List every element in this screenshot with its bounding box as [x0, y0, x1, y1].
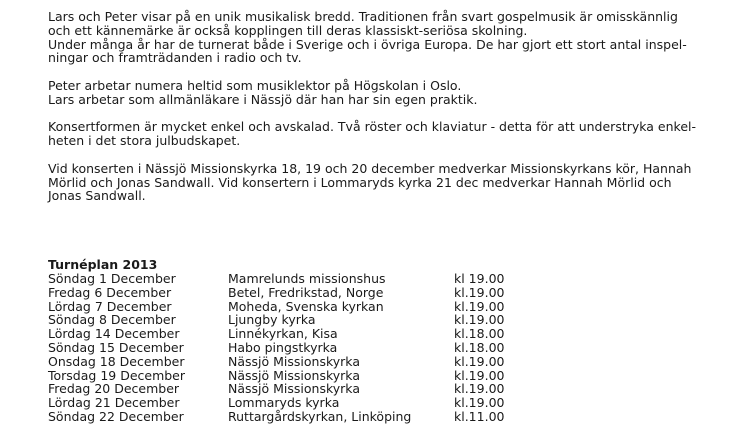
text-line: Lars arbetar som allmänläkare i Nässjö där han har sin egen praktik.: [48, 91, 478, 107]
tour-row: [48, 410, 708, 424]
tour-venue: Nässjö Missionskyrka: [228, 353, 360, 369]
paragraph: [48, 10, 708, 65]
tour-venue: Ruttargårdskyrkan, Linköping: [228, 408, 412, 424]
tour-title: Turnéplan 2013: [48, 257, 158, 273]
tour-row: [48, 341, 708, 355]
tour-venue: Lommaryds kyrka: [228, 395, 340, 411]
tour-row: [48, 327, 708, 341]
tour-time: kl.19.00: [454, 284, 505, 300]
tour-date: Fredag 6 December: [48, 284, 172, 300]
tour-venue: Linnékyrkan, Kisa: [228, 326, 338, 342]
text-line: Mörlid och Jonas Sandwall. Vid konsertern i Lommaryds kyrka 21 dec medverkar Hannah Mörlid och: [48, 174, 672, 190]
tour-venue: Ljungby kyrka: [228, 312, 316, 328]
tour-venue: Nässjö Missionskyrka: [228, 367, 360, 383]
paragraph: [48, 162, 708, 203]
tour-venue: Habo pingstkyrka: [228, 339, 338, 355]
tour-time: kl.19.00: [454, 367, 505, 383]
tour-date: Lördag 21 December: [48, 395, 180, 411]
tour-venue: Moheda, Svenska kyrkan: [228, 298, 384, 314]
tour-time: kl.19.00: [454, 298, 505, 314]
tour-time: kl.19.00: [454, 353, 505, 369]
paragraph: [48, 120, 708, 148]
text-line: Peter arbetar numera heltid som musiklektor på Högskolan i Oslo.: [48, 77, 462, 93]
tour-row: [48, 382, 708, 396]
tour-row: [48, 300, 708, 314]
tour-date: Söndag 15 December: [48, 339, 184, 355]
tour-time: kl 19.00: [454, 270, 505, 286]
text-line: ningar och framträdanden i radio och tv.: [48, 50, 302, 66]
tour-time: kl.19.00: [454, 312, 505, 328]
tour-venue: Betel, Fredrikstad, Norge: [228, 284, 384, 300]
text-line: heten i det stora julbudskapet.: [48, 133, 241, 149]
tour-time: kl.11.00: [454, 408, 505, 424]
tour-date: Torsdag 19 December: [48, 367, 186, 383]
tour-time: kl.19.00: [454, 395, 505, 411]
tour-row: [48, 396, 708, 410]
tour-row: [48, 355, 708, 369]
tour-date: Söndag 1 December: [48, 270, 176, 286]
tour-venue: Nässjö Missionskyrka: [228, 381, 360, 397]
tour-date: Onsdag 18 December: [48, 353, 185, 369]
text-line: Konsertformen är mycket enkel och avskalad. Två röster och klaviatur - detta för att understryka enkel-: [48, 119, 696, 135]
text-line: och ett kännemärke är också kopplingen till deras klassiskt-seriösa skolning.: [48, 22, 528, 38]
tour-date: Söndag 22 December: [48, 408, 184, 424]
intro-text: [48, 10, 708, 203]
document-page: [48, 10, 708, 424]
tour-date: Lördag 7 December: [48, 298, 172, 314]
tour-date: Söndag 8 December: [48, 312, 176, 328]
tour-row: [48, 313, 708, 327]
tour-row: [48, 286, 708, 300]
text-line: Under många år har de turnerat både i Sverige och i övriga Europa. De har gjort ett stort antal inspel-: [48, 36, 687, 52]
tour-date: Fredag 20 December: [48, 381, 180, 397]
tour-row: [48, 272, 708, 286]
tour-time: kl.19.00: [454, 381, 505, 397]
text-line: Jonas Sandwall.: [48, 188, 146, 204]
tour-venue: Mamrelunds missionshus: [228, 270, 386, 286]
text-line: Vid konserten i Nässjö Missionskyrka 18, 19 och 20 december medverkar Missionskyrkans kör, Hannah: [48, 160, 692, 176]
tour-row: [48, 369, 708, 383]
tour-date: Lördag 14 December: [48, 326, 180, 342]
tour-time: kl.18.00: [454, 339, 505, 355]
paragraph: [48, 79, 708, 107]
tour-time: kl.18.00: [454, 326, 505, 342]
text-line: Lars och Peter visar på en unik musikalisk bredd. Traditionen från svart gospelmusik är omisskännlig: [48, 9, 678, 24]
tour-schedule: [48, 272, 708, 424]
